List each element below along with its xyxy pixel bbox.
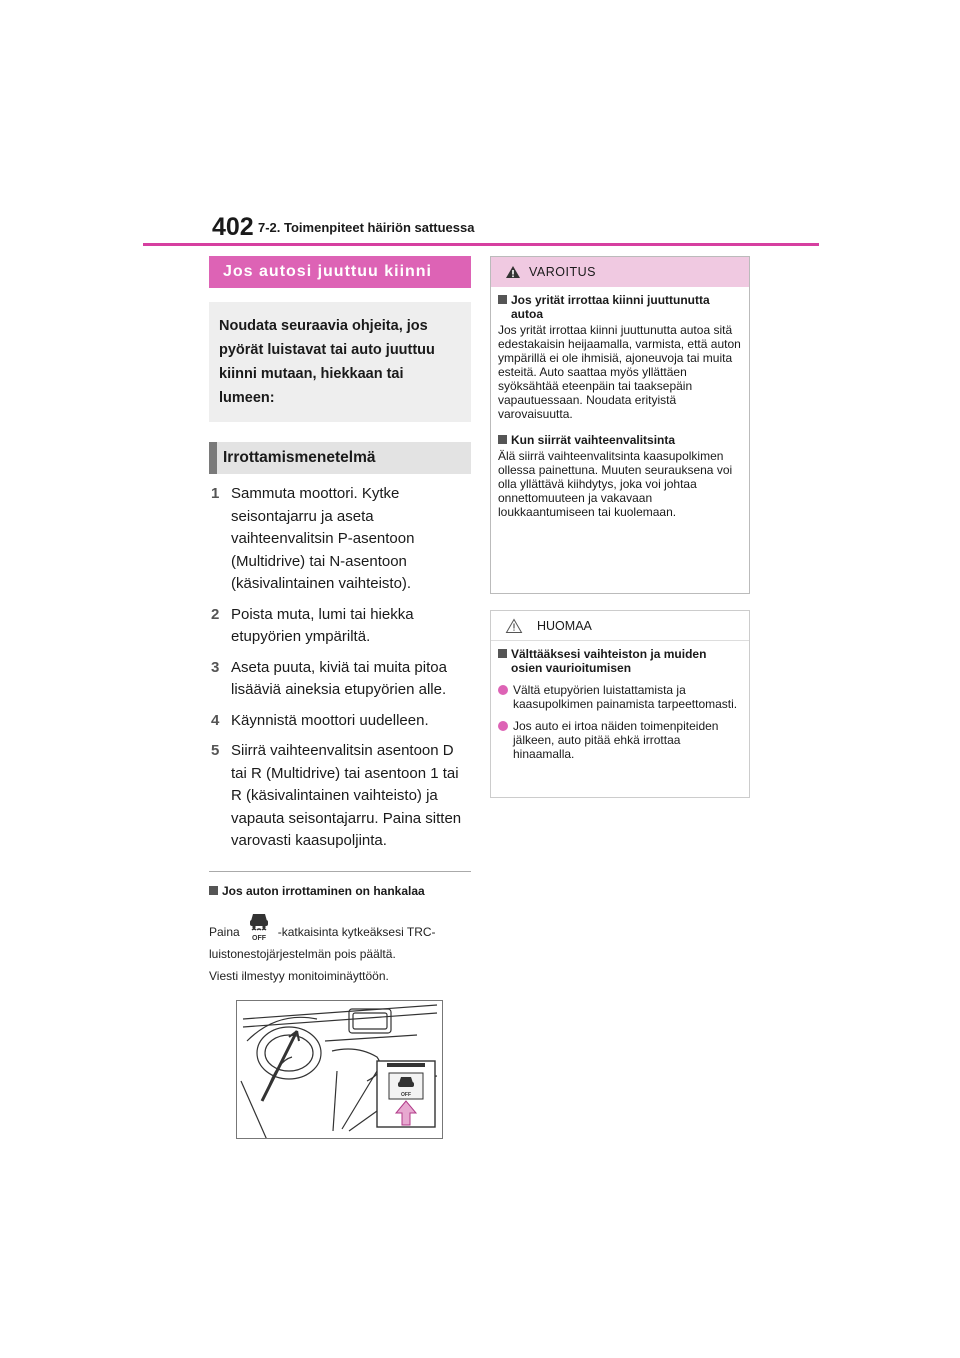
intro-box: Noudata seuraavia ohjeita, jos pyörät luistavat tai auto juuttuu kiinni mutaan, hiekkaan tai lumeen:: [209, 302, 471, 422]
difficult-heading: [209, 883, 471, 899]
warning-body: [491, 287, 749, 519]
warning-item-heading-text: Jos yrität irrottaa kiinni juuttunutta autoa: [511, 293, 710, 321]
step-item: [209, 740, 471, 853]
difficult-paragraph: [209, 910, 471, 942]
warning-item-heading-text: Kun siirrät vaihteenvalitsinta: [511, 433, 676, 447]
square-bullet-icon: [498, 649, 507, 658]
dashboard-illustration: [236, 1000, 443, 1139]
step-text: Siirrä vaihteenvalitsin asentoon D tai R (Multidrive) tai asentoon 1 tai R (käsivalintainen vaihteisto) ja vapauta seisontajarru. Paina sitten varovasti kaasupoljinta.: [231, 742, 462, 849]
notice-title: HUOMAA: [537, 618, 592, 633]
step-text: Aseta puuta, kiviä tai muita pitoa lisääviä aineksia etupyörien alle.: [231, 658, 447, 698]
step-text: Sammuta moottori. Kytke seisontajarru ja aseta vaihteenvalitsin P-asentoon (Multidrive) tai N-asentoon (käsivalintainen vaihteisto).: [231, 485, 415, 592]
round-bullet-icon: [498, 721, 508, 731]
warning-title: VAROITUS: [529, 265, 596, 279]
illustration-off-label: OFF: [401, 1091, 411, 1098]
left-column: [209, 256, 471, 1139]
dashboard-drawing: [237, 1001, 443, 1139]
step-text: Käynnistä moottori uudelleen.: [231, 711, 429, 729]
square-bullet-icon: [498, 435, 507, 444]
square-bullet-icon: [498, 295, 507, 304]
method-heading: Irrottamismenetelmä: [209, 442, 471, 474]
difficult-text-before: Paina: [209, 924, 240, 939]
step-item: [209, 657, 471, 702]
notice-bullet-text: Jos auto ei irtoa näiden toimenpiteiden jälkeen, auto pitää ehkä irrottaa hinaamalla.: [513, 719, 719, 761]
notice-bullet: [498, 683, 741, 711]
step-number: 5: [211, 742, 220, 759]
warning-icon: [505, 265, 521, 279]
difficult-text-after: -katkaisinta kytkeäksesi TRC-: [277, 924, 436, 939]
warning-item-heading: [498, 293, 741, 321]
difficult-heading-text: Jos auton irrottaminen on hankalaa: [222, 883, 425, 898]
header-rule: [143, 243, 819, 246]
notice-body: [491, 641, 749, 761]
step-text: Poista muta, lumi tai hiekka etupyörien ympäriltä.: [231, 605, 414, 645]
notice-bullet: [498, 719, 741, 761]
notice-heading: [498, 647, 741, 675]
step-number: 1: [211, 485, 220, 502]
difficult-text-line3: Viesti ilmestyy monitoiminäyttöön.: [209, 968, 389, 983]
warning-box: [490, 256, 750, 594]
warning-item-text: Älä siirrä vaihteenvalitsinta kaasupolkimen ollessa painettuna. Muuten seurauksena voi olla yllättävä kiihdytys, joka voi johtaa onnettomuuteen ja vakavaan loukkaantumiseen tai kuolemaan.: [498, 449, 733, 519]
page-number: 402: [212, 213, 254, 241]
square-bullet-icon: [209, 886, 218, 895]
section-title: 7-2. Toimenpiteet häiriön sattuessa: [258, 220, 475, 235]
section-heading: Jos autosi juuttuu kiinni: [209, 256, 471, 288]
step-number: 2: [211, 605, 220, 623]
step-item: [209, 483, 471, 596]
round-bullet-icon: [498, 685, 508, 695]
step-item: [209, 604, 471, 649]
notice-header: [491, 611, 749, 641]
trc-off-icon: [246, 910, 272, 942]
step-number: 4: [211, 711, 220, 729]
step-item: [209, 710, 471, 733]
notice-heading-text: Välttääksesi vaihteiston ja muiden osien vaurioitumisen: [511, 647, 707, 675]
warning-item-text: Jos yrität irrottaa kiinni juuttunutta autoa sitä edestakaisin heijaamalla, varmista, että auton ympärillä ei ole ihmisiä, ajoneuvoja tai muita esteitä. Auto saattaa myös yllättäen syöksähtää eteenpäin tai taaksepäin vapautuessaan. Noudata erityistä varovaisuutta.: [498, 323, 741, 421]
caution-outline-icon: [505, 618, 523, 634]
step-number: 3: [211, 658, 220, 676]
warning-item-heading: [498, 433, 741, 447]
step-list: [209, 483, 471, 853]
difficult-text-line2: luistonestojärjestelmän pois päältä.: [209, 946, 396, 961]
notice-bullet-text: Vältä etupyörien luistattamista ja kaasupolkimen painamista tarpeettomasti.: [513, 683, 738, 711]
notice-box: [490, 610, 750, 798]
trc-off-label: OFF: [251, 934, 266, 942]
warning-header: [491, 257, 749, 287]
divider: [209, 871, 471, 872]
